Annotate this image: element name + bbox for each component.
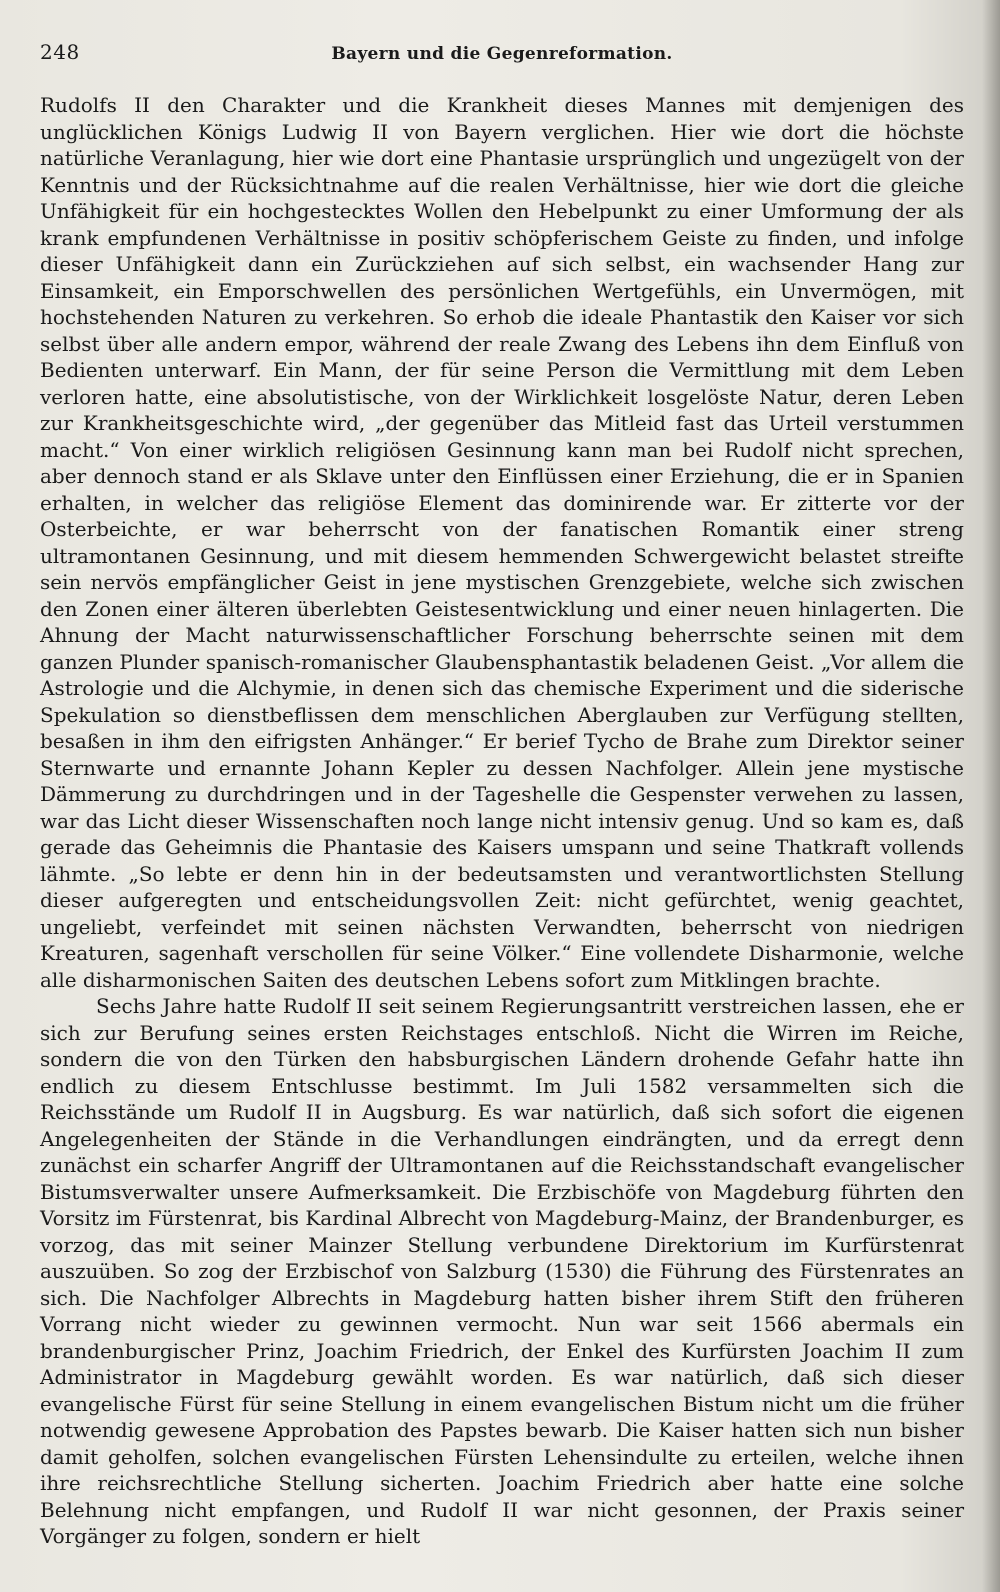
paragraph: Sechs Jahre hatte Rudolf II seit seinem Regierungsantritt verstreichen lassen, ehe er sich zur Berufung seines ersten Reichstages entschloß. Nicht die Wirren im Reiche, sondern die von den Türken den habsburgischen Ländern drohende Gefahr hatte ihn endlich zu diesem Entschlusse bestimmt. Im Juli 1582 versammelten sich die Reichsstände um Rudolf II in Augsburg. Es war natürlich, daß sich sofort die eigenen Angelegenheiten der Stände in die Verhandlungen eindrängten, und da erregt denn zunächst ein scharfer Angriff der Ultramontanen auf die Reichsstandschaft evangelischer Bistumsverwalter unsere Aufmerksamkeit. Die Erzbischöfe von Magdeburg führten den Vorsitz im Fürstenrat, bis Kardinal Albrecht von Magdeburg-Mainz, der Brandenburger, es vorzog, das mit seiner Mainzer Stellung verbundene Direktorium im Kurfürstenrat auszuüben. So zog der Erzbischof von Salzburg (1530) die Führung des Fürstenrates an sich. Die Nachfolger Albrechts in Magdeburg hatten bisher ihrem Stift den früheren Vorrang nicht wieder zu gewinnen vermocht. Nun war seit 1566 abermals ein brandenburgischer Prinz, Joachim Friedrich, der Enkel des Kurfürsten Joachim II zum Administrator in Magdeburg gewählt worden. Es war natürlich, daß sich dieser evangelische Fürst für seine Stellung in einem evangelischen Bistum nicht um die früher notwendig gewesene Approbation des Papstes bewarb. Die Kaiser hatten sich nun bisher damit geholfen, solchen evangelischen Fürsten Lehensindulte zu erteilen, welche ihnen ihre reichsrechtliche Stellung sicherten. Joachim Friedrich aber hatte eine solche Belehnung nicht empfangen, und Rudolf II war nicht gesonnen, der Praxis seiner Vorgänger zu folgen, sondern er hielt xyxy=(40,994,964,1548)
page-edge-shadow xyxy=(982,0,1000,1592)
body-text xyxy=(40,92,964,1550)
running-title: Bayern und die Gegenreformation. xyxy=(331,44,673,64)
paragraph: Rudolfs II den Charakter und die Krankheit dieses Mannes mit demjenigen des unglücklichen Königs Ludwig II von Bayern verglichen. Hier wie dort die höchste natürliche Veranlagung, hier wie dort eine Phantasie ursprünglich und ungezügelt von der Kenntnis und der Rücksichtnahme auf die realen Verhältnisse, hier wie dort die gleiche Unfähigkeit für ein hochgestecktes Wollen den Hebelpunkt zu einer Umformung der als krank empfundenen Verhältnisse in positiv schöpferischem Geiste zu finden, und infolge dieser Unfähigkeit dann ein Zurückziehen auf sich selbst, ein wachsender Hang zur Einsamkeit, ein Emporschwellen des persönlichen Wertgefühls, ein Unvermögen, mit hochstehenden Naturen zu verkehren. So erhob die ideale Phantastik den Kaiser vor sich selbst über alle andern empor, während der reale Zwang des Lebens ihn dem Einfluß von Bedienten unterwarf. Ein Mann, der für seine Person die Vermittlung mit dem Leben verloren hatte, eine absolutistische, von der Wirklichkeit losgelöste Natur, deren Leben zur Krankheitsgeschichte wird, „der gegenüber das Mitleid fast das Urteil verstummen macht.“ Von einer wirklich religiösen Gesinnung kann man bei Rudolf nicht sprechen, aber dennoch stand er als Sklave unter den Einflüssen einer Erziehung, die er in Spanien erhalten, in welcher das religiöse Element das dominirende war. Er zitterte vor der Osterbeichte, er war beherrscht von der fanatischen Romantik einer streng ultramontanen Gesinnung, und mit diesem hemmenden Schwergewicht belastet streifte sein nervös empfänglicher Geist in jene mystischen Grenzgebiete, welche sich zwischen den Zonen einer älteren überlebten Geistesentwicklung und einer neuen hinlagerten. Die Ahnung der Macht naturwissenschaftlicher Forschung beherrschte seinen mit dem ganzen Plunder spanisch-romanischer Glaubensphantastik beladenen Geist. „Vor allem die Astrologie und die Alchymie, in denen sich das chemische Experiment und die siderische Spekulation so dienstbeflissen dem menschlichen Aberglauben zur Verfügung stellten, besaßen in ihm den eifrigsten Anhänger.“ Er berief Tycho de Brahe zum Direktor seiner Sternwarte und ernannte Johann Kepler zu dessen Nachfolger. Allein jene mystische Dämmerung zu durchdringen und in der Tageshelle die Gespenster verwehen zu lassen, war das Licht dieser Wissenschaften noch lange nicht intensiv genug. Und so kam es, daß gerade das Geheimnis die Phantasie des Kaisers umspann und seine Thatkraft vollends lähmte. „So lebte er denn hin in der bedeutsamsten und verantwortlichsten Stellung dieser aufgeregten und entscheidungsvollen Zeit: nicht gefürchtet, wenig geachtet, ungeliebt, verfeindet mit seinen nächsten Verwandten, beherrscht von niedrigen Kreaturen, sagenhaft verschollen für seine Völker.“ Eine vollendete Disharmonie, welche alle disharmonischen Saiten des deutschen Lebens sofort zum Mitklingen brachte. xyxy=(40,93,964,992)
running-head xyxy=(40,40,964,74)
page-number: 248 xyxy=(40,40,80,64)
